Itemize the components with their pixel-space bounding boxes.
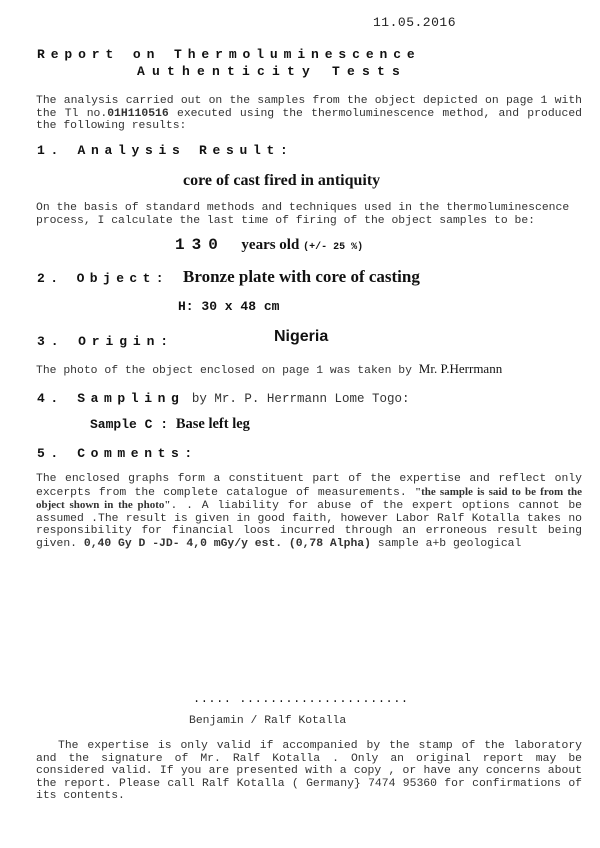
comments-text-2: . . A liability for abuse of the expert options cannot be assumed .The result is given in good faith, however Labor Ralf Kotalla takes no responsibility for financial loos incurred through an erroneous result being given. [36,500,583,550]
sampling-details: by Mr. P. Herrmann Lome Togo: [184,392,410,406]
intro-text-1: The analysis carried out on the samples from the object depicted on page 1 with the Tl no. [36,95,582,120]
sample-location: Base left leg [175,416,250,432]
object-description: Bronze plate with core of casting [183,267,420,286]
comments-text-3: sample a+b geological [370,537,522,550]
section-2-heading: 2. Object: [37,271,170,286]
section-5-heading: 5. Comments: [37,446,198,461]
sample-line [90,415,250,433]
section-4-heading: 4. Sampling [37,391,185,406]
age-value: 130 [175,236,242,254]
section-3-heading: 3. Origin: [37,334,175,349]
intro-paragraph [36,95,582,133]
comments-quote: "the sample is said to be from the object shown in the photo" [36,485,582,512]
analysis-result: core of cast fired in antiquity [183,172,381,189]
signature-names: Benjamin / Ralf Kotalla [189,715,347,727]
method-paragraph: On the basis of standard methods and techniques used in the thermoluminescence process, I calculate the last time of firing of the object samples to be: [36,202,570,227]
report-title-line1: Report on Thermoluminescence [37,47,421,62]
report-title-line2: Authenticity Tests [137,64,408,79]
signature-line: ..... ...................... [193,692,409,706]
age-tolerance: (+/- 25 %) [303,242,364,253]
age-unit: years old [241,237,304,253]
intro-text-2: executed using the thermoluminescence method, and produced the following results: [36,107,582,132]
origin-country: Nigeria [274,328,329,345]
report-date: 11.05.2016 [373,15,457,30]
intro-sample-number: 01H110516 [107,107,169,120]
age-line [175,236,363,254]
sampling-line [37,389,409,407]
sample-label: Sample C : [90,417,176,432]
validity-paragraph: The expertise is only valid if accompanied by the stamp of the laboratory and the signature of Mr. Ralf Kotalla . Only an original report may be considered valid. If you are presented with a copy , or have any concerns about the report. Please call Ralf Kotalla ( Germany} 7474 95360 for confirmations of its contents. [36,740,582,802]
object-dimensions: H: 30 x 48 cm [178,299,280,314]
comments-text-1: The enclosed graphs form a constituent part of the expertise and reflect only excerpts from the complete catalogue of measurements. [36,473,582,499]
section-1-heading: 1. Analysis Result: [37,143,294,158]
comments-paragraph [36,473,582,551]
comments-measurements: 0,40 Gy D -JD- 4,0 mGy/y est. (0,78 Alpha) [83,537,371,550]
photographer-name: Mr. P.Herrmann [418,361,503,376]
photo-text: The photo of the object enclosed on page 1 was taken by [36,365,419,377]
photo-line [36,360,502,378]
